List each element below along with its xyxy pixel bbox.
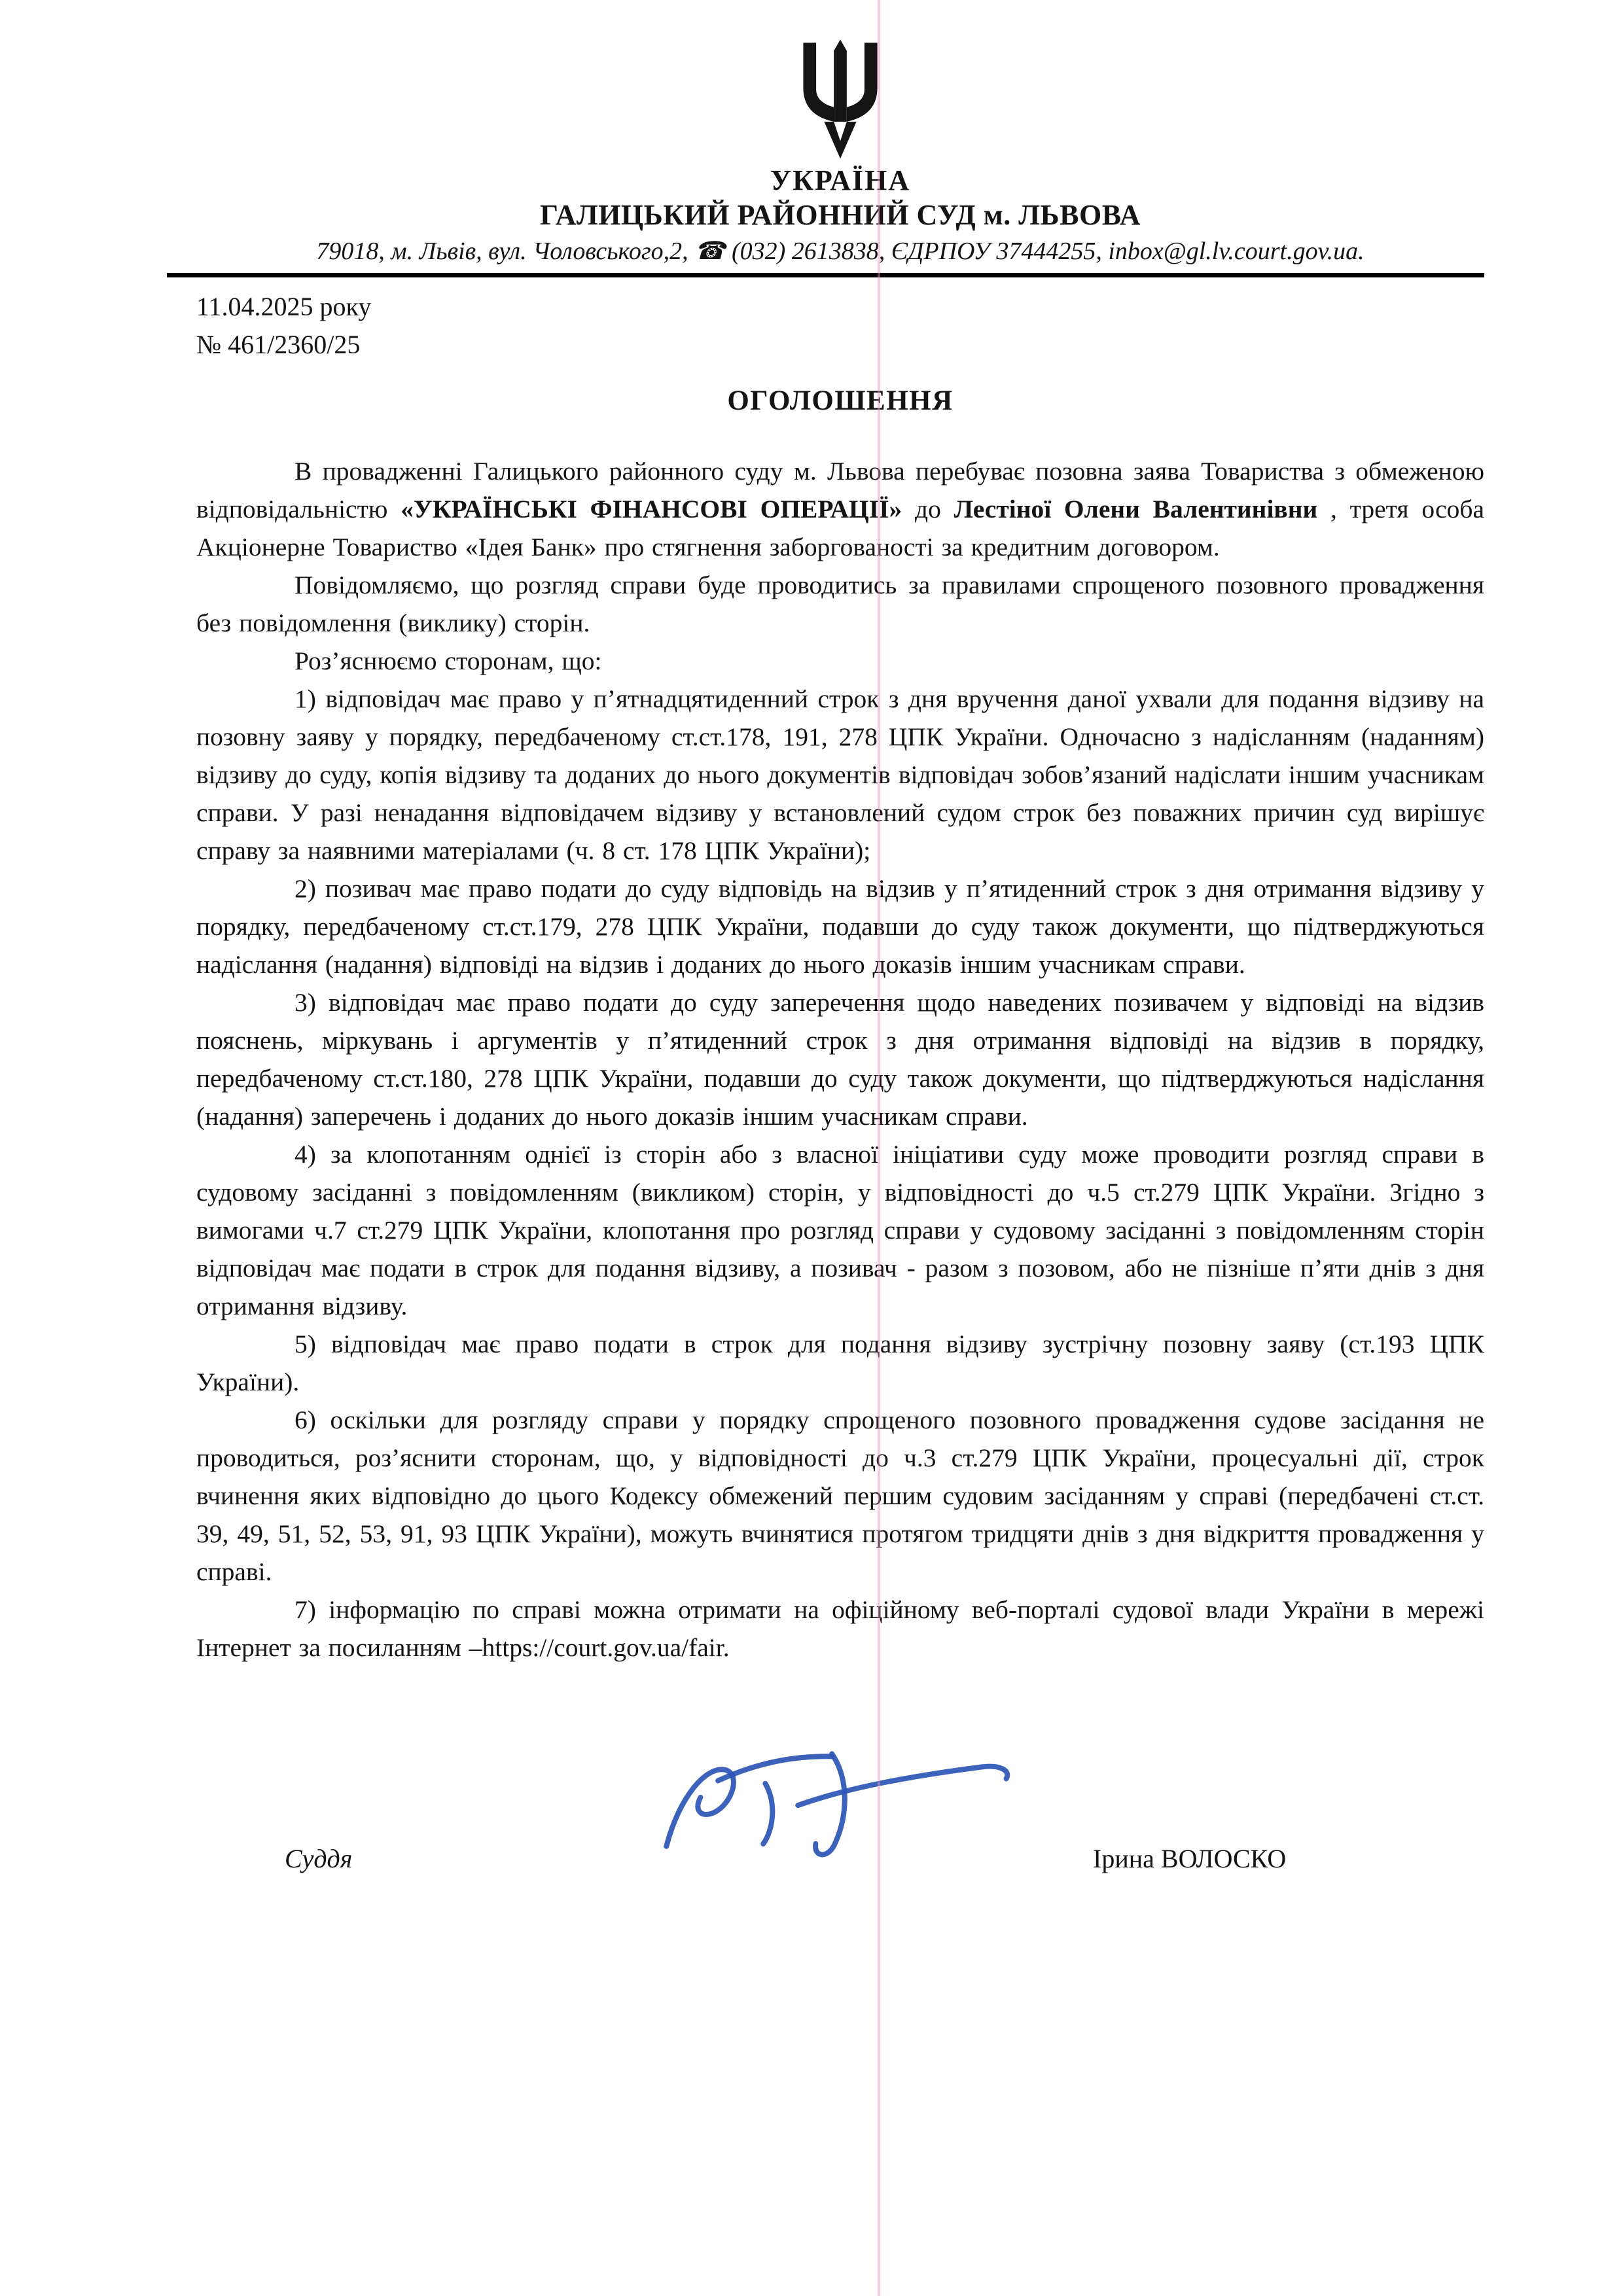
paragraph-item-2: 2) позивач має право подати до суду відповідь на відзив у п’ятиденний строк з дня отримання відзиву у порядку, передбаченому ст.ст.179, 278 ЦПК України, подавши до суду також документи, що підтверджуються надіслання (надання) відповіді на відзив і доданих до нього доказів іншим учасникам справи.: [196, 874, 1484, 979]
paragraph-item-7: 7) інформацію по справі можна отримати на офіційному веб-порталі судової влади України в мережі Інтернет за посиланням –https://court.gov.ua/fair.: [196, 1595, 1484, 1662]
ukraine-trident-emblem: [196, 38, 1484, 160]
paragraph-intro: [196, 452, 1484, 566]
signature-block: [196, 1765, 1484, 1948]
paragraph-item-5: 5) відповідач має право подати в строк для подання відзиву зустрічну позовну заяву (ст.193 ЦПК України).: [196, 1330, 1484, 1396]
court-name: ГАЛИЦЬКИЙ РАЙОННИЙ СУД м. ЛЬВОВА: [539, 199, 1141, 231]
phone-icon: ☎: [694, 238, 726, 265]
intro-run-1: В провадженні Галицького районного суду м. Львова перебуває позовна заява Товариства з обмеженою відповідальністю: [196, 457, 1484, 523]
court-contacts: [196, 235, 1484, 268]
intro-run-5: , третя особа Акціонерне Товариство «Ідея Банк» про стягнення заборгованості за кредитним договором.: [196, 495, 1484, 561]
plaintiff-name: «УКРАЇНСЬКІ ФІНАНСОВІ ОПЕРАЦІЇ»: [401, 495, 902, 523]
case-number: № 461/2360/25: [196, 330, 361, 359]
judge-label: Суддя: [285, 1844, 353, 1873]
country-name: УКРАЇНА: [770, 164, 911, 196]
document-meta: [196, 288, 1484, 364]
paragraph-clarify-lead: Роз’яснюємо сторонам, що:: [294, 646, 602, 675]
paragraph-item-3: 3) відповідач має право подати до суду заперечення щодо наведених позивачем у відповіді на відзив пояснень, міркувань і аргументів у п’ятиденний строк з дня отримання відповіді на відзив в порядку, передбаченому ст.ст.180, 278 ЦПК України, подавши до суду також документи, що підтверджуються надіслання (надання) заперечень і доданих до нього доказів іншим учасникам справи.: [196, 988, 1484, 1131]
document-body: [196, 452, 1484, 1667]
court-phone-edrpou-email: (032) 2613838, ЄДРПОУ 37444255, inbox@gl.lv.court.gov.ua.: [725, 238, 1364, 265]
judge-handwritten-signature: [637, 1722, 1038, 1905]
judge-name: Ірина ВОЛОСКО: [1093, 1844, 1287, 1873]
paragraph-item-4: 4) за клопотанням однієї із сторін або з власної ініціативи суду може проводити розгляд справи в судовому засіданні з повідомленням (викликом) сторін, у відповідності до ч.5 ст.279 ЦПК України. Згідно з вимогами ч.7 ст.279 ЦПК України, клопотання про розгляд справи у судовому засіданні з повідомленням сторін відповідач має подати в строк для подання відзиву, а позивач - разом з позовом, або не пізніше п’яти днів з дня отримання відзиву.: [196, 1140, 1484, 1320]
court-address: 79018, м. Львів, вул. Чоловського,2,: [316, 238, 695, 265]
document-date: 11.04.2025 року: [196, 292, 372, 321]
paragraph-item-1: 1) відповідач має право у п’ятнадцятиденний строк з дня вручення даної ухвали для подання відзиву на позовну заяву у порядку, передбаченому ст.ст.178, 191, 278 ЦПК України. Одночасно з надісланням (наданням) відзиву до суду, копія відзиву та доданих до нього документів відповідач зобов’язаний надіслати іншим учасникам справи. У разі ненадання відповідачем відзиву у встановлений судом строк без поважних причин суд вирішує справу за наявними матеріалами (ч. 8 ст. 178 ЦПК України);: [196, 684, 1484, 865]
document-header: [196, 38, 1484, 277]
paragraph-notice: Повідомляємо, що розгляд справи буде проводитись за правилами спрощеного позовного провадження без повідомлення (виклику) сторін.: [196, 571, 1484, 637]
paragraph-item-6: 6) оскільки для розгляду справи у порядку спрощеного позовного провадження судове засідання не проводиться, роз’яснити сторонам, що, у відповідності до ч.3 ст.279 ЦПК України, процесуальні дії, строк вчинення яких відповідно до цього Кодексу обмежений першим судовим засіданням у справі (передбачені ст.ст. 39, 49, 51, 52, 53, 91, 93 ЦПК України), можуть вчинятися протягом тридцяти днів з дня відкриття провадження у справі.: [196, 1405, 1484, 1586]
header-rule: [167, 273, 1484, 277]
document-title: ОГОЛОШЕННЯ: [727, 385, 954, 416]
defendant-name: Лестіної Олени Валентинівни: [954, 495, 1318, 523]
intro-run-3: до: [902, 495, 954, 523]
